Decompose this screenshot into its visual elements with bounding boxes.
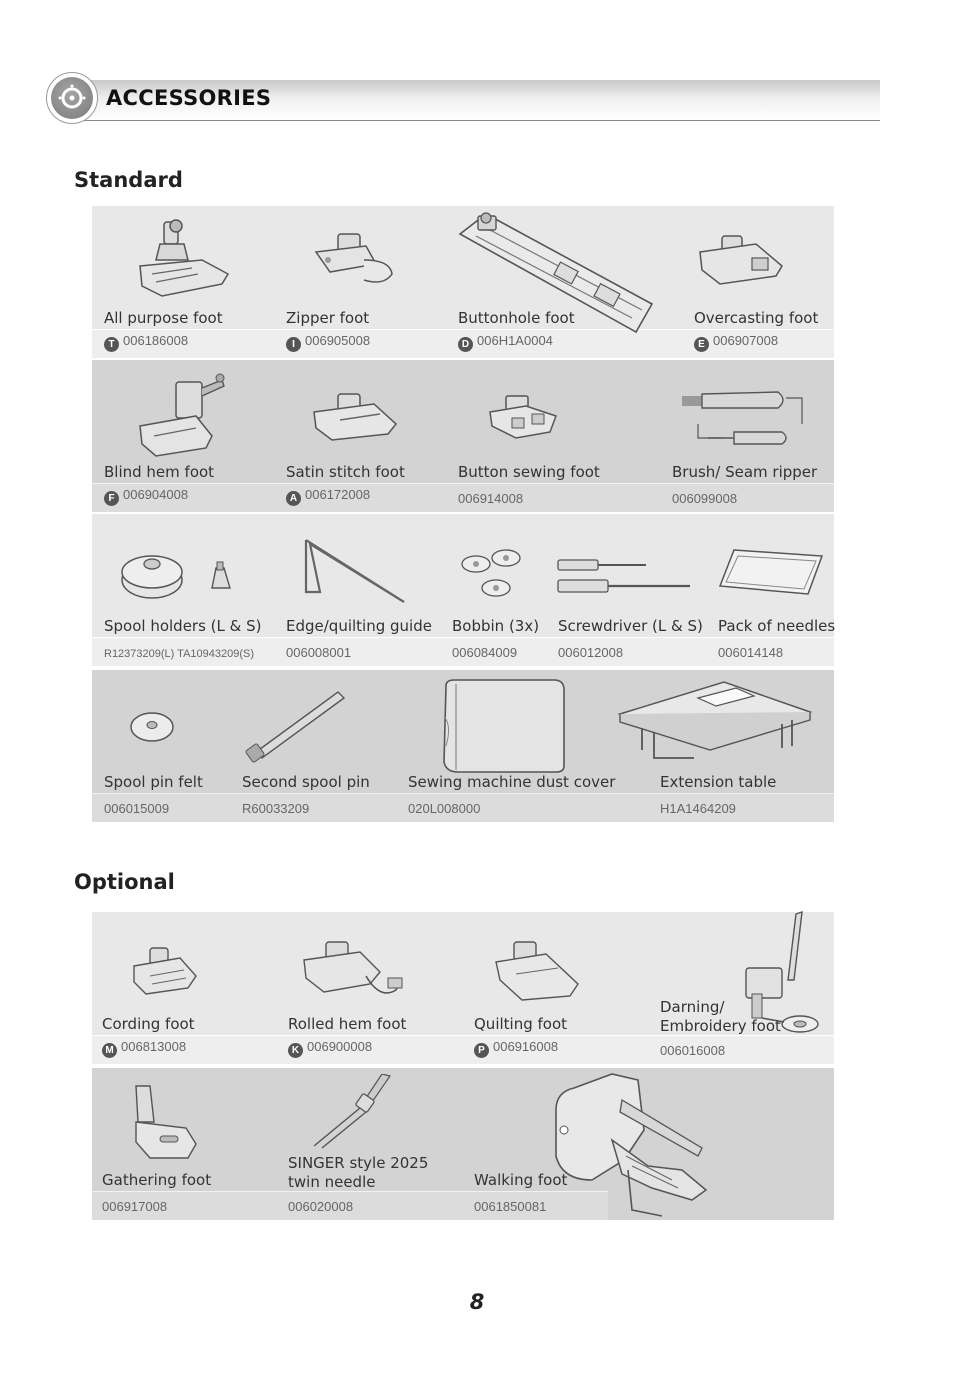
item-second-spool-pin bbox=[230, 670, 396, 822]
item-code: 006917008 bbox=[102, 1199, 168, 1214]
pack-of-needles-icon bbox=[716, 546, 824, 596]
item-bobbin bbox=[440, 514, 546, 666]
item-name: Gathering foot bbox=[102, 1171, 212, 1189]
page-number: 8 bbox=[469, 1290, 485, 1314]
item-name: Rolled hem foot bbox=[288, 1015, 407, 1033]
standard-row-1 bbox=[92, 206, 834, 358]
walking-foot-icon bbox=[552, 1070, 718, 1220]
item-sewing-machine-dust-cover bbox=[396, 670, 648, 822]
item-name: Brush/ Seam ripper bbox=[672, 463, 818, 481]
badge: F bbox=[104, 491, 119, 506]
item-code: 006084009 bbox=[452, 645, 518, 660]
item-code: 006012008 bbox=[558, 645, 624, 660]
item-code: 006099008 bbox=[672, 491, 738, 506]
item-brush-seam-ripper bbox=[660, 360, 834, 512]
badge: E bbox=[694, 337, 709, 352]
item-twin-needle bbox=[276, 1068, 462, 1220]
item-code: R12373209(L) TA10943209(S) bbox=[104, 648, 255, 660]
item-code: K 006900008 bbox=[288, 1039, 372, 1058]
standard-row-2 bbox=[92, 360, 834, 512]
bobbin-icon bbox=[456, 542, 526, 612]
item-name: Cording foot bbox=[102, 1015, 195, 1033]
item-edge-quilting-guide bbox=[274, 514, 440, 666]
item-name: Quilting foot bbox=[474, 1015, 568, 1033]
item-name: Button sewing foot bbox=[458, 463, 600, 481]
item-darning-embroidery-foot bbox=[648, 912, 834, 1064]
spool-holders-icon bbox=[120, 544, 240, 604]
badge: A bbox=[286, 491, 301, 506]
item-code: F 006904008 bbox=[104, 487, 188, 506]
item-satin-stitch-foot bbox=[274, 360, 446, 512]
item-name: Edge/quilting guide bbox=[286, 617, 432, 635]
all-purpose-foot-icon bbox=[132, 216, 232, 306]
item-code: D 006H1A0004 bbox=[458, 333, 553, 352]
screwdriver-icon bbox=[554, 552, 698, 602]
item-name: Screwdriver (L & S) bbox=[558, 617, 703, 635]
item-code: T 006186008 bbox=[104, 333, 188, 352]
overcasting-foot-icon bbox=[696, 230, 788, 290]
item-walking-foot bbox=[462, 1068, 834, 1220]
standard-title: Standard bbox=[74, 168, 183, 192]
item-spool-holders bbox=[92, 514, 274, 666]
item-pack-of-needles bbox=[706, 514, 834, 666]
item-blind-hem-foot bbox=[92, 360, 274, 512]
satin-stitch-foot-icon bbox=[310, 390, 400, 446]
item-code: 0061850081 bbox=[474, 1199, 547, 1214]
item-name: All purpose foot bbox=[104, 309, 223, 327]
item-name: Pack of needles bbox=[718, 617, 836, 635]
twin-needle-icon bbox=[310, 1074, 394, 1150]
badge: D bbox=[458, 337, 473, 352]
item-name: Overcasting foot bbox=[694, 309, 819, 327]
badge: M bbox=[102, 1043, 117, 1058]
item-zipper-foot bbox=[274, 206, 446, 358]
button-sewing-foot-icon bbox=[486, 392, 560, 442]
item-name: Second spool pin bbox=[242, 773, 370, 791]
item-all-purpose-foot bbox=[92, 206, 274, 358]
zipper-foot-icon bbox=[310, 230, 400, 294]
item-name: Darning/ Embroidery foot bbox=[660, 998, 781, 1035]
standard-row-3 bbox=[92, 514, 834, 666]
brush-seam-ripper-icon bbox=[678, 388, 804, 458]
item-extension-table bbox=[648, 670, 834, 822]
dust-cover-icon bbox=[436, 676, 570, 776]
item-gathering-foot bbox=[90, 1068, 276, 1220]
item-name: Buttonhole foot bbox=[458, 309, 575, 327]
gathering-foot-icon bbox=[130, 1082, 200, 1162]
item-name: Zipper foot bbox=[286, 309, 370, 327]
edge-quilting-guide-icon bbox=[300, 536, 410, 608]
item-name: Sewing machine dust cover bbox=[408, 773, 616, 791]
item-name: Blind hem foot bbox=[104, 463, 215, 481]
item-code: 006020008 bbox=[288, 1199, 354, 1214]
item-name: Spool pin felt bbox=[104, 773, 203, 791]
quilting-foot-icon bbox=[492, 938, 582, 1004]
optional-row-1 bbox=[92, 912, 834, 1064]
item-rolled-hem-foot bbox=[276, 912, 462, 1064]
badge: T bbox=[104, 337, 119, 352]
item-code: 006015009 bbox=[104, 801, 170, 816]
second-spool-pin-icon bbox=[244, 686, 348, 766]
item-code: 006008001 bbox=[286, 645, 352, 660]
optional-title: Optional bbox=[74, 870, 175, 894]
page-title: ACCESSORIES bbox=[106, 86, 272, 110]
item-code: 006014148 bbox=[718, 645, 784, 660]
rolled-hem-foot-icon bbox=[300, 938, 406, 1004]
optional-row-2 bbox=[92, 1068, 834, 1220]
item-code: R60033209 bbox=[242, 801, 310, 816]
item-quilting-foot bbox=[462, 912, 648, 1064]
badge: K bbox=[288, 1043, 303, 1058]
item-overcasting-foot bbox=[682, 206, 834, 358]
item-name: Walking foot bbox=[474, 1171, 568, 1189]
item-code: I 006905008 bbox=[286, 333, 370, 352]
item-code: 006016008 bbox=[660, 1043, 726, 1058]
header-icon bbox=[46, 72, 98, 124]
spool-pin-felt-icon bbox=[128, 710, 176, 744]
item-spool-pin-felt bbox=[92, 670, 230, 822]
badge: P bbox=[474, 1043, 489, 1058]
item-name: Bobbin (3x) bbox=[452, 617, 540, 635]
cording-foot-icon bbox=[130, 944, 200, 1000]
item-code: H1A1464209 bbox=[660, 801, 736, 816]
extension-table-icon bbox=[614, 676, 814, 766]
item-screwdriver bbox=[546, 514, 706, 666]
standard-row-4 bbox=[92, 670, 834, 822]
item-code: 020L008000 bbox=[408, 801, 481, 816]
item-code: M 006813008 bbox=[102, 1039, 186, 1058]
item-name: Satin stitch foot bbox=[286, 463, 405, 481]
item-button-sewing-foot bbox=[446, 360, 660, 512]
item-name: Spool holders (L & S) bbox=[104, 617, 262, 635]
item-code: E 006907008 bbox=[694, 333, 778, 352]
item-code: A 006172008 bbox=[286, 487, 370, 506]
badge: I bbox=[286, 337, 301, 352]
item-name: Extension table bbox=[660, 773, 777, 791]
item-cording-foot bbox=[90, 912, 276, 1064]
item-name: SINGER style 2025 twin needle bbox=[288, 1154, 429, 1191]
item-code: P 006916008 bbox=[474, 1039, 558, 1058]
blind-hem-foot-icon bbox=[136, 366, 228, 462]
item-code: 006914008 bbox=[458, 491, 524, 506]
item-buttonhole-foot bbox=[446, 206, 682, 358]
section-header bbox=[46, 72, 880, 124]
